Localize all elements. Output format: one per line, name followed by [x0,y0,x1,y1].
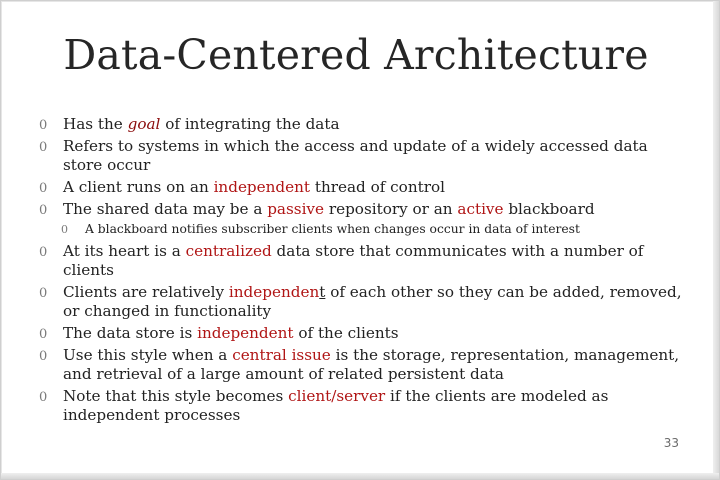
bullet-marker: 0 [39,181,48,196]
bullet-marker: 0 [39,245,48,260]
bullet-client-server: 0 Note that this style becomes client/server if the clients are modeled as independent processes [39,387,609,424]
page-number: 33 [663,436,679,450]
highlight-independent: independent [197,324,294,342]
bullet-use-style: 0 Use this style when a central issue is the storage, representation, management, and retrieval of a large amount of related persistent data [39,346,680,383]
highlight-independent: independen [228,283,320,301]
bullet-marker: 0 [39,327,48,342]
slide-title: Data-Centered Architecture [63,31,649,79]
highlight-central-issue: central issue [232,346,331,364]
highlight-goal: goal [127,115,161,133]
bullet-marker: 0 [39,286,48,301]
bullet-clients-independent: 0 Clients are relatively independent of each other so they can be added, removed, or changed in functionality [39,283,682,320]
underlined-letter: t [319,283,326,301]
highlight-independent: independent [213,178,311,196]
bullet-centralized: 0 At its heart is a centralized data store that communicates with a number of clients [39,242,644,279]
sub-bullet-blackboard: 0 A blackboard notifies subscriber clients when changes occur in data of interest [61,222,580,236]
highlight-passive: passive [267,200,324,218]
bullet-goal: 0 Has the goal of integrating the data [39,115,340,133]
bullet-marker: 0 [39,349,48,364]
bullet-refers: 0 Refers to systems in which the access and update of a widely accessed data store occur [39,137,648,174]
slide-frame-right [713,1,719,479]
bullet-list [39,115,687,428]
highlight-client-server: client/server [288,387,386,405]
bullet-marker: 0 [61,223,68,236]
bullet-marker: 0 [39,203,48,218]
bullet-marker: 0 [39,140,48,155]
slide-frame-bottom [1,473,719,479]
bullet-client-runs: 0 A client runs on an independent thread of control [39,178,445,196]
bullet-marker: 0 [39,118,48,133]
highlight-centralized: centralized [185,242,272,260]
bullet-shared-data: 0 The shared data may be a passive repository or an active blackboard [39,200,595,218]
bullet-data-store: 0 The data store is independent of the clients [39,324,399,342]
bullet-marker: 0 [39,390,48,405]
highlight-active: active [457,200,504,218]
